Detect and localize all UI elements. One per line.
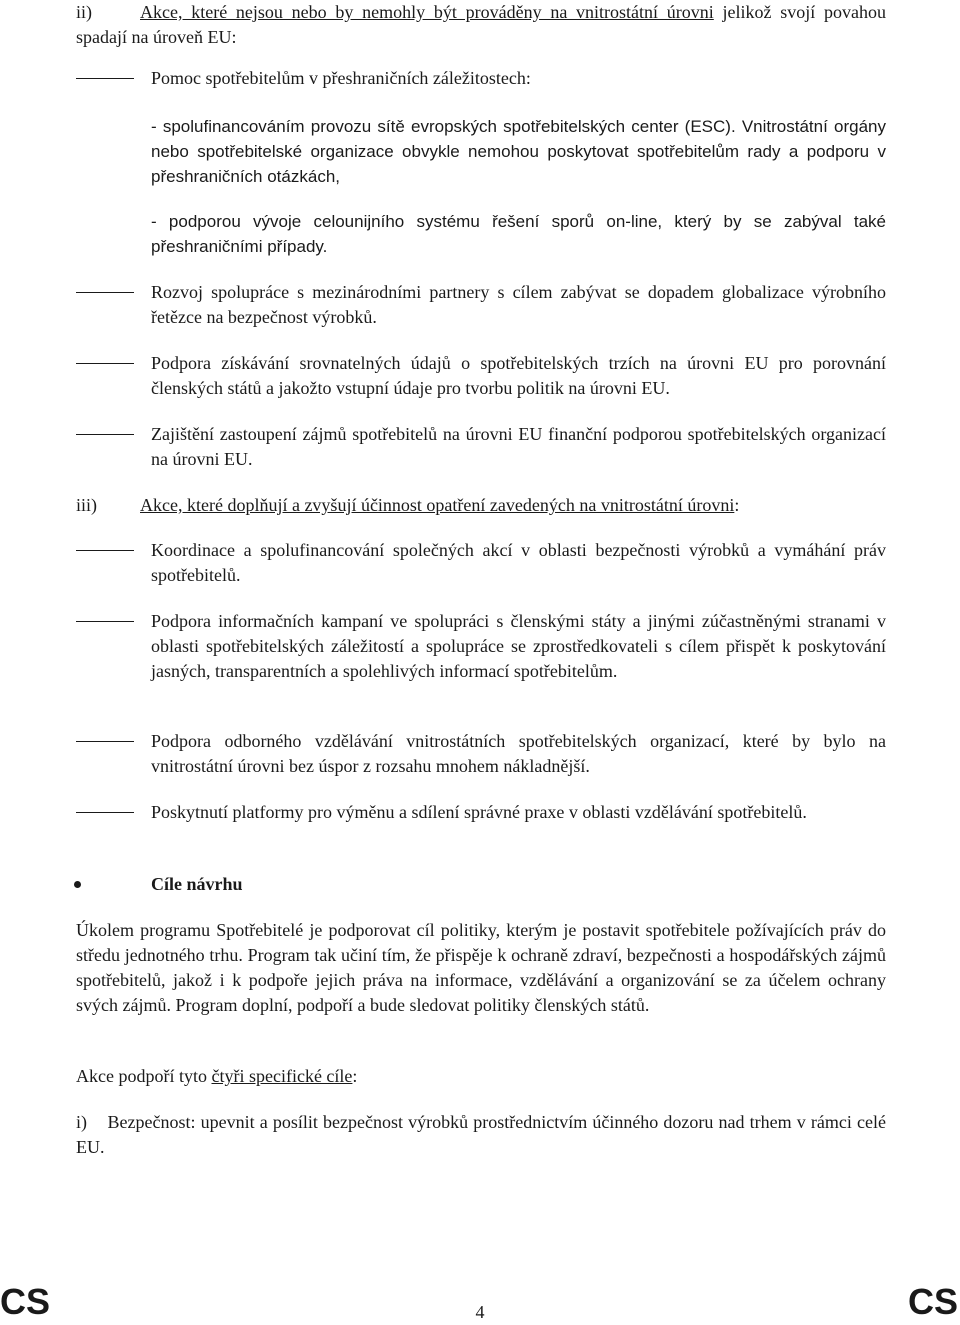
dash-marker	[76, 741, 134, 742]
section-iii-label: iii)	[76, 495, 97, 515]
dash-marker	[76, 621, 134, 622]
dash-marker	[76, 78, 134, 79]
list-item: Podpora odborného vzdělávání vnitrostátních spotřebitelských organizací, které by bylo na vnitrostátní úrovni bez úspor z rozsahu mnohem nákladnější.	[151, 731, 886, 776]
section-ii-heading: Akce, které nejsou nebo by nemohly být prováděny na vnitrostátní úrovni jelikož svojí povahou spadají na úroveň EU:	[76, 2, 886, 47]
list-item: Poskytnutí platformy pro výměnu a sdílení správné praxe v oblasti vzdělávání spotřebitelů.	[151, 802, 807, 822]
list-item: Zajištění zastoupení zájmů spotřebitelů na úrovni EU finanční podporou spotřebitelských organizací na úrovni EU.	[151, 424, 886, 469]
dash-marker	[76, 434, 134, 435]
bullet-marker	[74, 881, 81, 888]
objectives-link: čtyři specifické cíle	[211, 1066, 353, 1086]
footer-lang-left: CS	[0, 1281, 51, 1322]
list-item: Podpora informačních kampaní ve spolupráci s členskými státy a jinými zúčastněnými stranami v oblasti spotřebitelských záležitostí a spolupráce se zprostředkovateli s cílem přispět k poskytování jasných, transparentních a spolehlivých informací spotřebitelům.	[151, 611, 886, 681]
list-item: Pomoc spotřebitelům v přeshraničních záležitostech:	[151, 68, 531, 88]
page-number: 4	[475, 1302, 485, 1322]
section-ii-heading-link: Akce, které nejsou nebo by nemohly být prováděny na vnitrostátní úrovni	[140, 2, 714, 22]
section-iii-heading: Akce, které doplňují a zvyšují účinnost opatření zavedených na vnitrostátní úrovni:	[140, 495, 740, 515]
footer-lang-right: CS	[907, 1281, 958, 1322]
dash-marker	[76, 292, 134, 293]
dash-marker	[76, 550, 134, 551]
dash-marker	[76, 812, 134, 813]
goals-heading: Cíle návrhu	[151, 874, 243, 894]
section-iii-heading-link: Akce, které doplňují a zvyšují účinnost opatření zavedených na vnitrostátní úrovni	[140, 495, 735, 515]
section-ii-label: ii)	[76, 2, 92, 22]
list-item: Rozvoj spolupráce s mezinárodními partnery s cílem zabývat se dopadem globalizace výrobního řetězce na bezpečnost výrobků.	[151, 282, 886, 327]
dash-marker	[76, 363, 134, 364]
list-item: Koordinace a spolufinancování společných akcí v oblasti bezpečnosti výrobků a vymáhání práv spotřebitelů.	[151, 540, 886, 585]
objectives-intro: Akce podpoří tyto čtyři specifické cíle:	[76, 1066, 358, 1086]
sub-item-esc: - spolufinancováním provozu sítě evropských spotřebitelských center (ESC). Vnitrostátní orgány nebo spotřebitelské organizace obvykle nemohou poskytovat spotřebitelům rady a podporu v přeshraničních otázkách,	[151, 117, 886, 186]
sub-item-odr: - podporou vývoje celounijního systému řešení sporů on-line, který by se zabýval také přeshraničními případy.	[151, 212, 886, 256]
goals-paragraph: Úkolem programu Spotřebitelé je podporovat cíl politiky, kterým je postavit spotřebitele požívajících práv do středu jednotného trhu. Program tak učiní tím, že přispěje k ochraně zdraví, bezpečnosti a hospodářských zájmů spotřebitelů, jakož i k podpoře jejich práva na informace, vzdělávání a organizování se za účelem ochrany svých zájmů. Program doplní, podpoří a bude sledovat politiky členských států.	[76, 920, 886, 1015]
list-item: Podpora získávání srovnatelných údajů o spotřebitelských trzích na úrovni EU pro porovnání členských států a jakožto vstupní údaje pro tvorbu politik na úrovni EU.	[151, 353, 886, 398]
objective-i: i) Bezpečnost: upevnit a posílit bezpečnost výrobků prostřednictvím účinného dozoru nad trhem v rámci celé EU.	[76, 1112, 891, 1157]
